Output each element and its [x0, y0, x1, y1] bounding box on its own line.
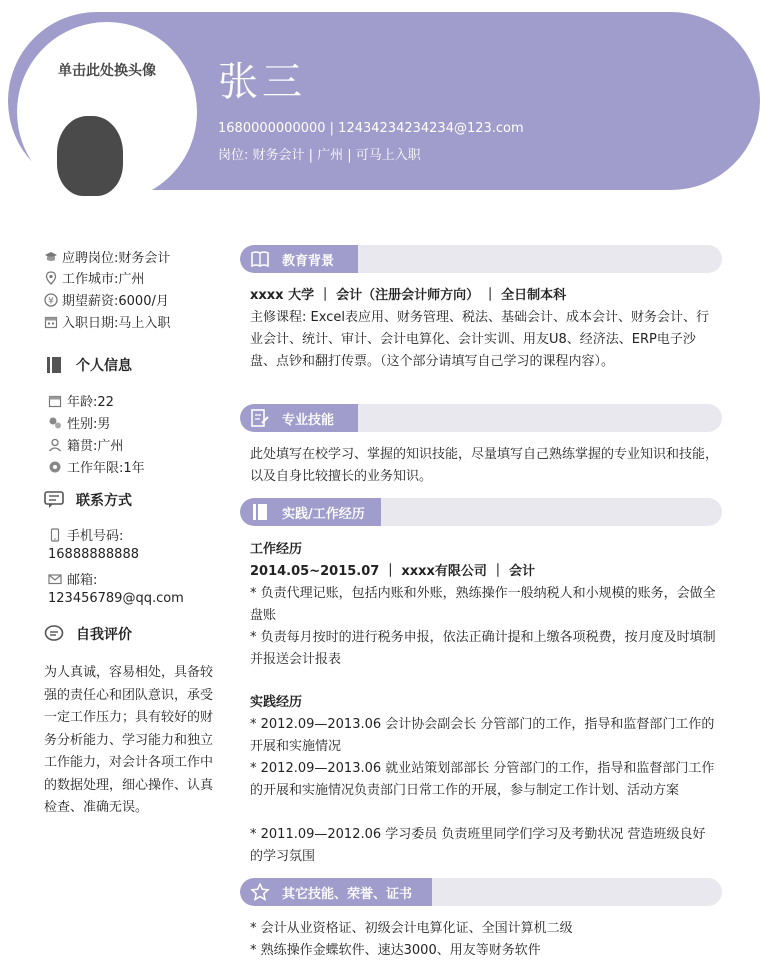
practice-title: 实践经历: [250, 695, 303, 710]
star-icon: [250, 882, 270, 902]
contact-email-label: 邮箱:: [67, 573, 98, 588]
work-item: * 负责每月按时的进行税务申报，依法正确计提和上缴各项税费，按月度及时填制并报送会计报表: [250, 630, 716, 667]
contact-phone-label: 手机号码:: [67, 529, 124, 544]
book-icon: [250, 249, 270, 269]
summary-city-text: 工作城市:广州: [62, 272, 145, 287]
summary-start-date: [44, 312, 170, 331]
location-pin-icon: [44, 271, 58, 285]
evaluation-title: 自我评价: [76, 627, 132, 643]
resume-name: 张三: [218, 59, 306, 105]
graduation-cap-icon: [44, 250, 58, 264]
summary-salary-text: 期望薪资:6000/月: [62, 294, 169, 309]
education-courses: 主修课程: Excel表应用、财务管理、税法、基础会计、成本会计、财务会计、行业会计、统计、审计、会计电算化、会计实训、用友U8、经济法、ERP电子沙盘、点钞和翻打传票。（这个部分请填写自己学习的课程内容）。: [250, 310, 709, 369]
work-title: 工作经历: [250, 542, 303, 557]
puzzle-icon: [48, 460, 62, 474]
section-skills-title: 专业技能: [282, 412, 335, 428]
summary-salary: [44, 290, 169, 309]
header-job-line: 岗位: 财务会计 | 广州 | 可马上入职: [218, 148, 421, 163]
section-skills-tab: [240, 404, 358, 432]
practice-item: * 2012.09—2013.06 就业站策划部部长 分管部门的工作，指导和监督部门工作的开展和实施情况负责部门日常工作的开展，参与制定工作计划、活动方案: [250, 761, 715, 798]
edit-document-icon: [250, 408, 270, 428]
summary-position-text: 应聘岗位:财务会计: [62, 251, 171, 266]
evaluation-text: 为人真诚，容易相处，具备较强的责任心和团队意识，承受一定工作压力；具有较好的财务分析能力、学习能力和独立工作能力，对会计各项工作中的数据处理，细心操作、认真检查、准确无误。: [44, 665, 214, 815]
phone-icon: [48, 528, 62, 542]
section-education: [240, 245, 722, 273]
personal-hometown-text: 籍贯:广州: [67, 439, 124, 454]
personal-info-heading: [44, 355, 132, 375]
calendar-icon: [44, 315, 58, 329]
avatar[interactable]: [17, 22, 197, 202]
contact-phone[interactable]: 16888888888: [48, 547, 139, 562]
personal-gender: [48, 413, 110, 432]
section-education-tab: [240, 245, 358, 273]
skills-text: 此处填写在校学习、掌握的知识技能，尽量填写自己熟练掌握的专业知识和技能，以及自身比较擅长的业务知识。: [250, 447, 719, 484]
personal-age-text: 年龄:22: [67, 395, 114, 410]
section-education-title: 教育背景: [282, 253, 335, 269]
bookmark-icon: [44, 355, 64, 375]
header-contact: 1680000000000 | 12434234234234@123.com: [218, 121, 524, 136]
personal-years-text: 工作年限:1年: [67, 461, 145, 476]
contact-heading: [44, 490, 132, 510]
education-headline: xxxx 大学 ｜ 会计（注册会计师方向） ｜ 全日制本科: [250, 288, 567, 303]
evaluation-heading: [44, 624, 132, 644]
svg-text:¥: ¥: [48, 296, 54, 306]
personal-hometown: [48, 435, 123, 454]
practice-item: * 2012.09—2013.06 会计协会副会长 分管部门的工作，指导和监督部门工作的开展和实施情况: [250, 717, 715, 754]
personal-info-title: 个人信息: [76, 358, 132, 374]
mail-icon: [48, 572, 62, 586]
section-experience-tab: [240, 498, 381, 526]
section-other: [240, 878, 722, 906]
avatar-silhouette: [57, 116, 123, 196]
gender-icon: [48, 416, 62, 430]
personal-gender-text: 性别:男: [67, 417, 111, 432]
section-experience-title: 实践/工作经历: [282, 506, 365, 522]
chat-circle-icon: [44, 624, 64, 644]
personal-years: [48, 457, 145, 476]
practice-item: * 2011.09—2012.06 学习委员 负责班里同学们学习及考勤状况 营造班级良好的学习氛围: [250, 827, 706, 864]
summary-city: [44, 268, 144, 287]
summary-position: [44, 247, 170, 266]
section-skills: [240, 404, 722, 432]
yen-coin-icon: [44, 293, 58, 307]
work-headline: 2014.05~2015.07 ｜ xxxx有限公司 ｜ 会计: [250, 564, 535, 579]
other-item: * 熟练操作金蝶软件、速达3000、用友等财务软件: [250, 943, 541, 958]
person-icon: [48, 438, 62, 452]
contact-email-label-row: [48, 569, 97, 588]
book-icon: [250, 502, 270, 522]
contact-email[interactable]: 123456789@qq.com: [48, 591, 184, 606]
contact-title: 联系方式: [76, 493, 132, 509]
avatar-label: 单击此处换头像: [58, 63, 156, 79]
work-item: * 负责代理记账，包括内账和外账，熟练操作一般纳税人和小规模的账务，会做全盘账: [250, 586, 716, 623]
contact-phone-label-row: [48, 525, 123, 544]
section-experience: [240, 498, 722, 526]
section-other-tab: [240, 878, 432, 906]
other-item: * 会计从业资格证、初级会计电算化证、全国计算机二级: [250, 921, 573, 936]
section-other-title: 其它技能、荣誉、证书: [282, 886, 413, 902]
chat-bubble-icon: [44, 490, 64, 510]
calendar-icon: [48, 394, 62, 408]
summary-start-date-text: 入职日期:马上入职: [62, 316, 171, 331]
personal-age: [48, 391, 114, 410]
